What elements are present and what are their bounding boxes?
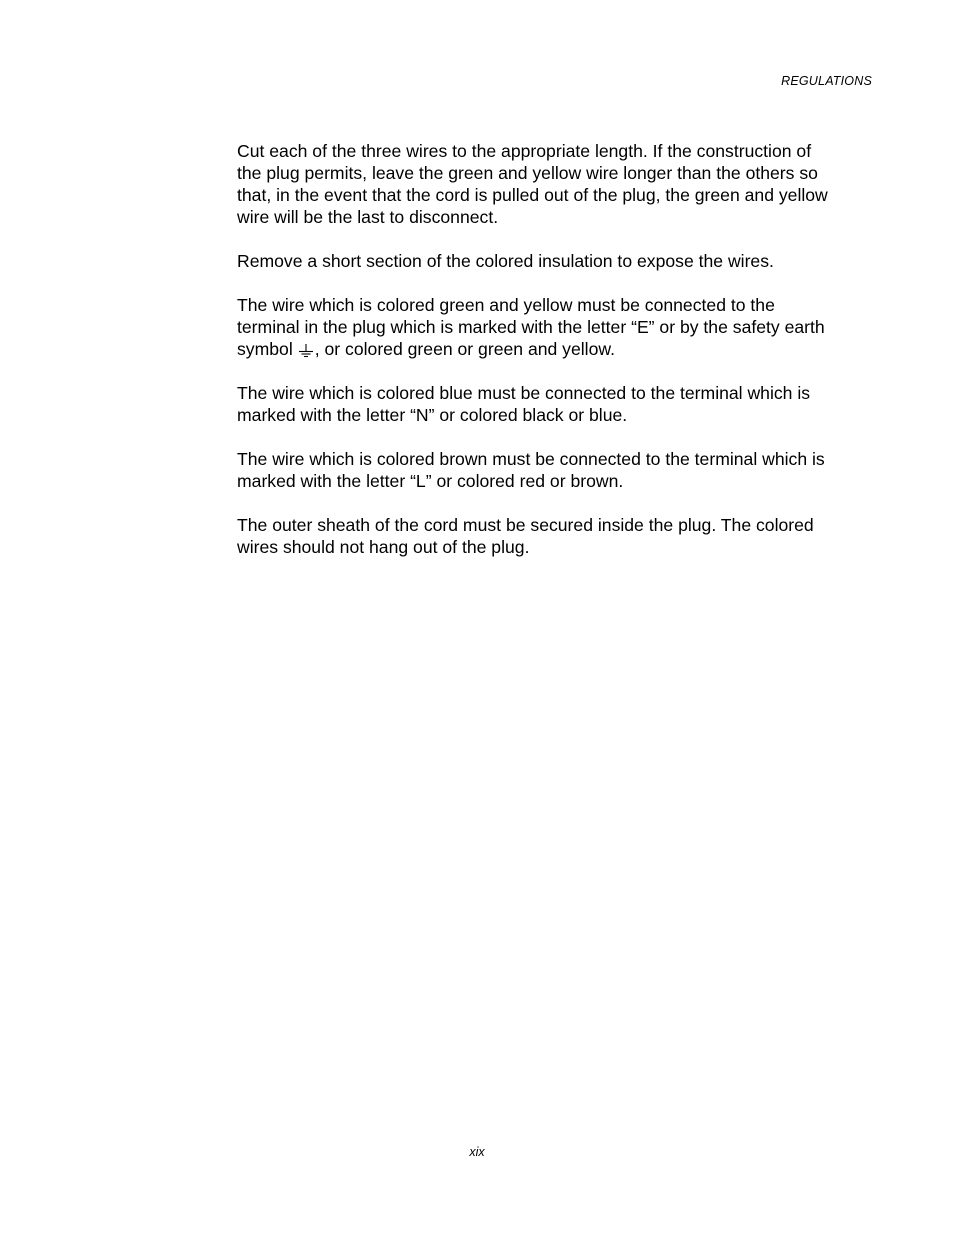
body-text <box>237 140 837 580</box>
paragraph-brown-wire: The wire which is colored brown must be connected to the terminal which is marked with the letter “L” or colored red or brown. <box>237 449 825 491</box>
paragraph-outer-sheath: The outer sheath of the cord must be secured inside the plug. The colored wires should not hang out of the plug. <box>237 515 814 557</box>
paragraph-green-yellow-wire <box>237 294 837 360</box>
paragraph-remove-insulation: Remove a short section of the colored insulation to expose the wires. <box>237 251 774 271</box>
paragraph-green-yellow-wire-tail: , or colored green or green and yellow. <box>314 339 615 359</box>
earth-ground-icon <box>298 344 314 358</box>
paragraph-blue-wire: The wire which is colored blue must be connected to the terminal which is marked with the letter “N” or colored black or blue. <box>237 383 811 425</box>
page-number: xix <box>469 1145 485 1159</box>
running-header: REGULATIONS <box>781 74 872 88</box>
paragraph-green-yellow-wire-text: The wire which is colored green and yellow must be connected to the terminal in the plug which is marked with the letter “E” or by the safety earth symbol <box>237 295 825 359</box>
paragraph-cut-wires: Cut each of the three wires to the appropriate length. If the construction of the plug permits, leave the green and yellow wire longer than the others so that, in the event that the cord is pulled out of the plug, the green and yellow wire will be the last to disconnect. <box>237 141 828 227</box>
